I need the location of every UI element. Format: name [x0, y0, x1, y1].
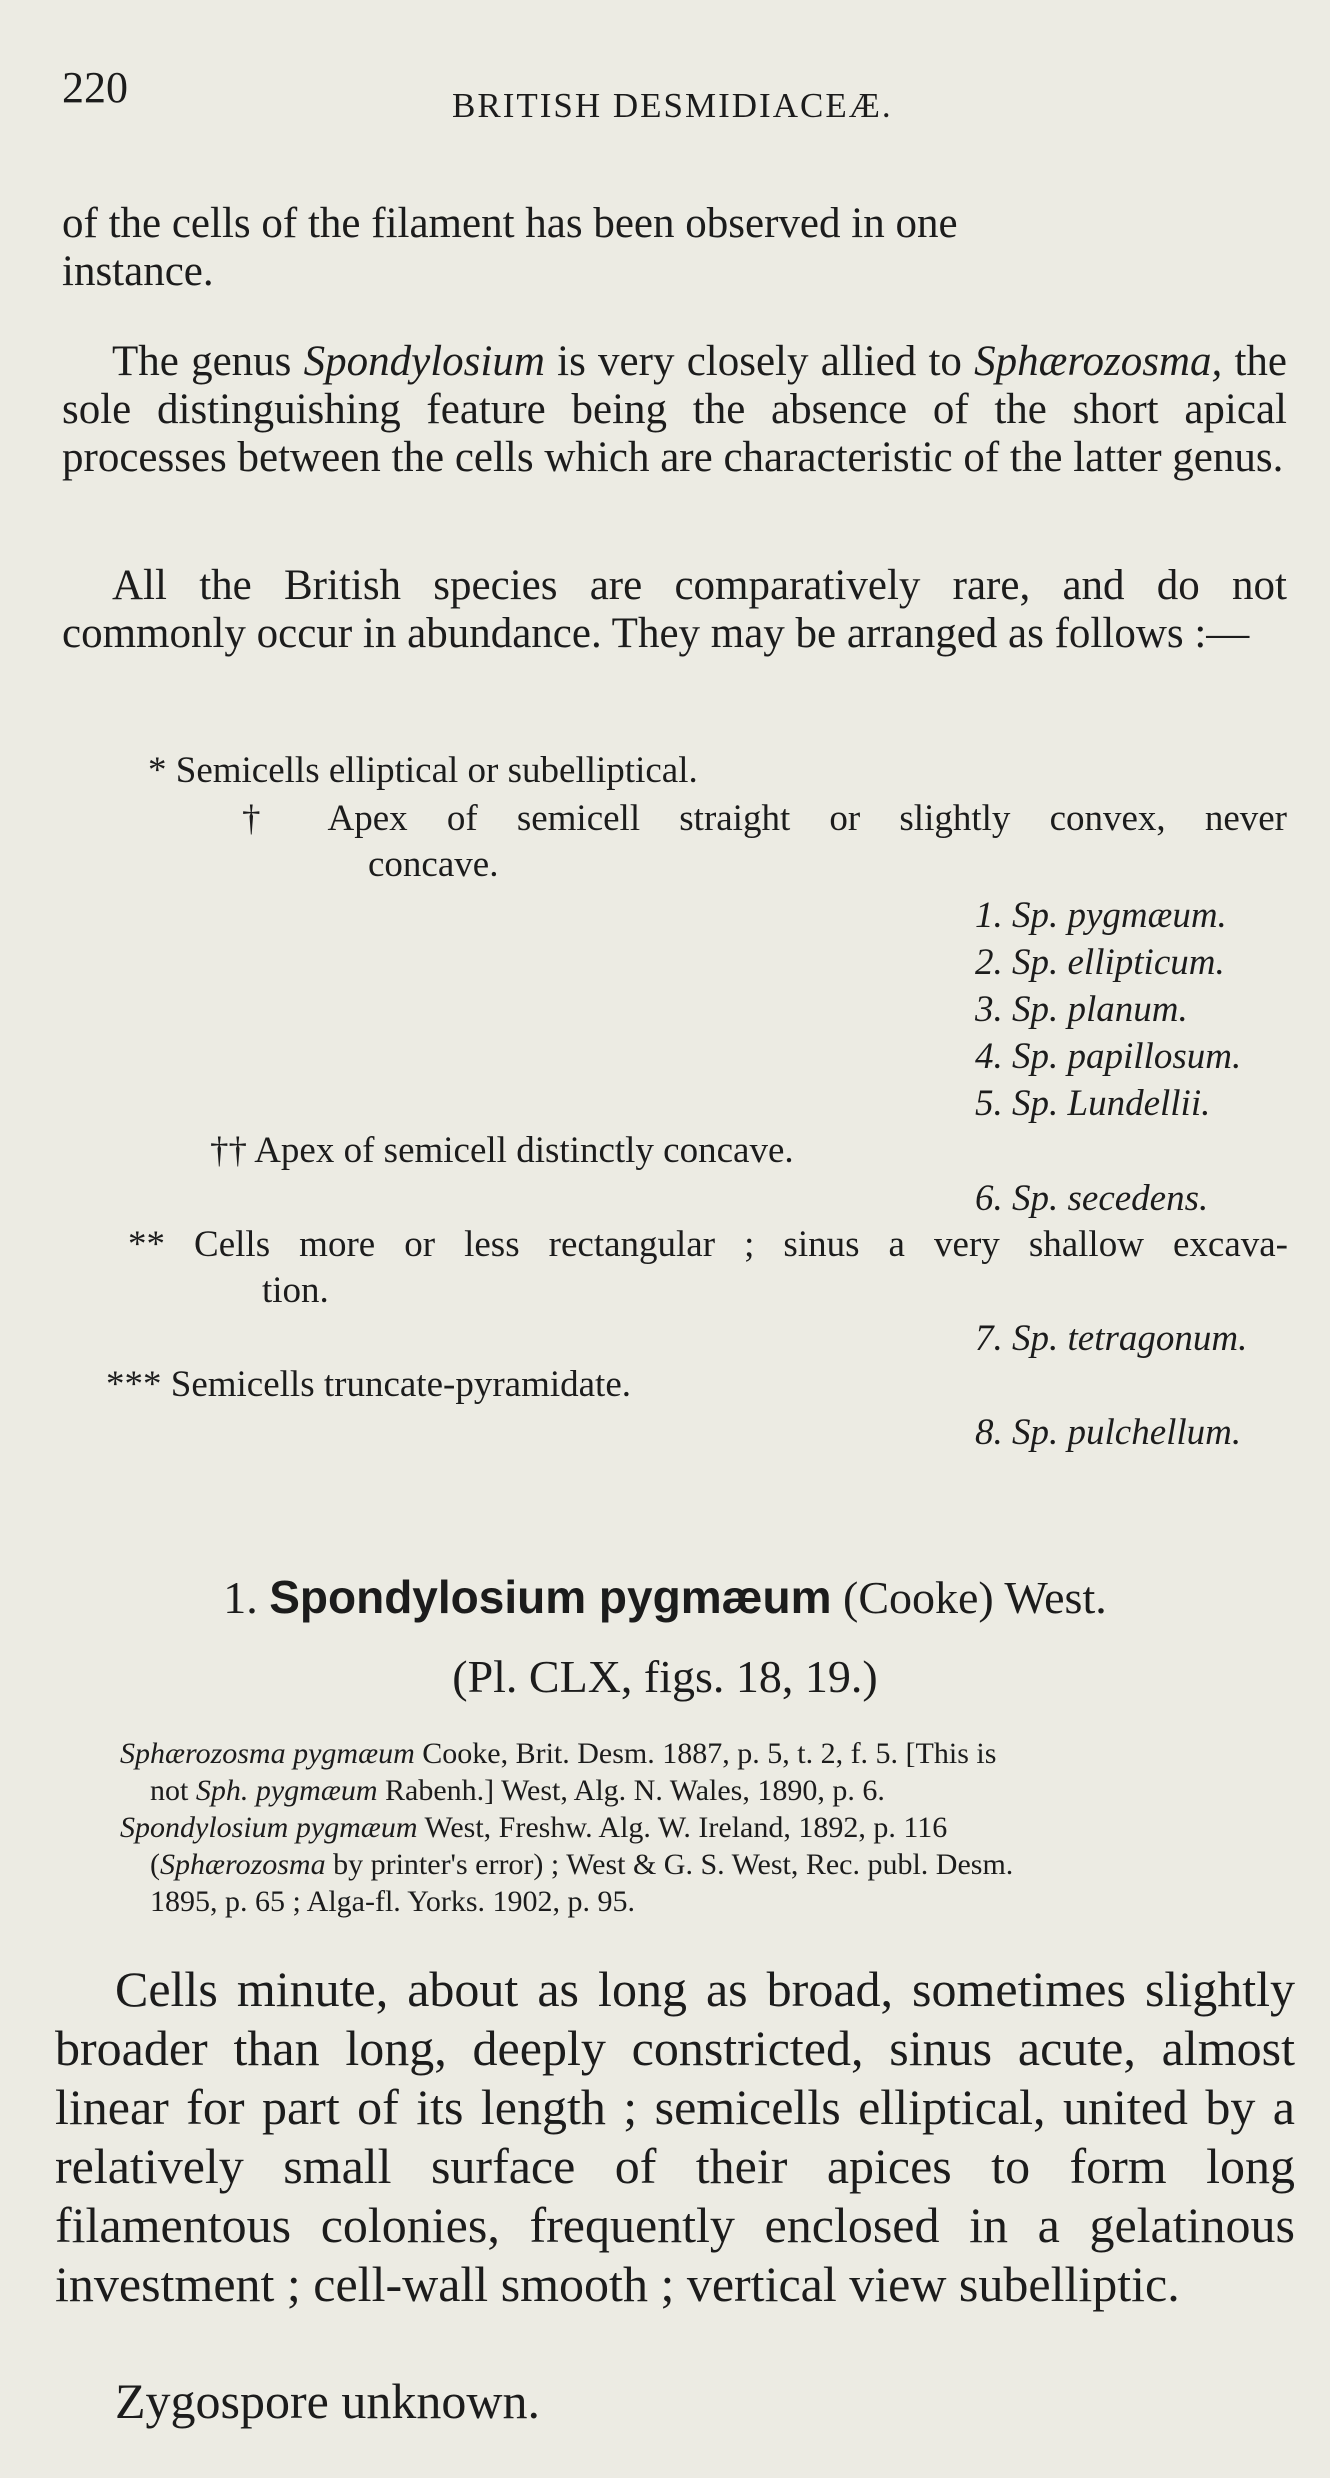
- species-heading: [0, 1570, 1330, 1624]
- species-number: 1.: [223, 1572, 258, 1623]
- intro-continuation: [62, 200, 1287, 296]
- synonym-3: Spondylosium pygmæum: [120, 1811, 418, 1844]
- intro-line-2: instance.: [62, 248, 214, 295]
- key-species-7: [975, 1316, 1247, 1362]
- key-species-2: [975, 940, 1225, 986]
- synonymy-line-2-b: Rabenh.] West, Alg. N. Wales, 1890, p. 6.: [377, 1774, 885, 1807]
- key-species-5-label: 5. Sp. Lundellii.: [975, 1083, 1211, 1124]
- key-lead-3: *** Semicells truncate-pyramidate.: [106, 1364, 632, 1405]
- key-species-1-label: 1. Sp. pygmæum.: [975, 895, 1227, 936]
- key-species-6-label: 6. Sp. secedens.: [975, 1178, 1209, 1219]
- key-lead-2-line-2: tion.: [262, 1270, 329, 1311]
- genus-name: Spondylosium: [303, 338, 545, 385]
- synonymy-line-4-b: by printer's error) ; West & G. S. West, Rec. publ. Desm.: [325, 1848, 1014, 1881]
- key-lead-1: * Semicells elliptical or subelliptical.: [148, 750, 698, 791]
- key-species-5: [975, 1081, 1210, 1127]
- key-lead-1b: †† Apex of semicell distinctly concave.: [210, 1130, 794, 1171]
- zygospore-note: Zygospore unknown.: [115, 2373, 540, 2429]
- allied-genus-name: Sphærozosma,: [974, 338, 1223, 385]
- synonym-1: Sphærozosma pygmæum: [120, 1737, 415, 1770]
- synonymy-line-1-text: Cooke, Brit. Desm. 1887, p. 5, t. 2, f. 5. [This is: [414, 1737, 997, 1770]
- paragraph-genus: [62, 338, 1287, 482]
- synonymy-line-4: [150, 1846, 1290, 1884]
- key-species-3: [975, 987, 1188, 1033]
- para2-text-c: the sole distinguishing feature being the absence of the short apical processes between the cells which are characteristic of the latter genus.: [62, 338, 1287, 481]
- synonymy-line-4-a: (: [150, 1848, 160, 1881]
- synonymy-line-2: [150, 1772, 1320, 1810]
- key-species-7-label: 7. Sp. tetragonum.: [975, 1318, 1248, 1359]
- key-species-1: [975, 893, 1227, 939]
- key-lead-2-line-1: ** Cells more or less rectangular ; sinus a very shallow excava-: [128, 1224, 1288, 1265]
- synonym-4: Sphærozosma: [160, 1848, 326, 1881]
- synonymy-line-5: 1895, p. 65 ; Alga-fl. Yorks. 1902, p. 95.: [150, 1885, 636, 1918]
- key-species-8: [975, 1410, 1241, 1456]
- key-species-3-label: 3. Sp. planum.: [975, 989, 1188, 1030]
- key-lead-1a-line-2: concave.: [368, 844, 499, 885]
- para2-text-b: is very closely allied to: [544, 338, 975, 385]
- paragraph-arrangement: [62, 562, 1287, 658]
- synonymy-line-3-text: West, Freshw. Alg. W. Ireland, 1892, p. 116: [417, 1811, 948, 1844]
- key-lead-1a-line-1: † Apex of semicell straight or slightly convex, never: [242, 798, 1287, 839]
- page-header: [62, 62, 1290, 142]
- synonym-2: Sph. pygmæum: [195, 1774, 378, 1807]
- synonymy-line-3: [120, 1809, 1290, 1847]
- species-description: Cells minute, about as long as broad, sometimes slightly broader than long, deeply constricted, sinus acute, almost linear for part of its length ; semicells elliptical, united by a relatively small surface of their apices to form long filamentous colonies, frequently enclosed in a gelatinous investment ; cell-wall smooth ; vertical view subelliptic.: [55, 1961, 1295, 2312]
- synonymy-line-2-a: not: [150, 1774, 196, 1807]
- key-species-2-label: 2. Sp. ellipticum.: [975, 942, 1225, 983]
- species-authority: (Cooke) West.: [843, 1572, 1107, 1623]
- intro-line-1: of the cells of the filament has been observed in one: [62, 200, 958, 247]
- species-name: Spondylosium pygmæum: [269, 1571, 832, 1623]
- key-species-4-label: 4. Sp. papillosum.: [975, 1036, 1242, 1077]
- running-title: BRITISH DESMIDIACEÆ.: [452, 86, 893, 125]
- key-species-4: [975, 1034, 1241, 1080]
- para2-text-a: The genus: [112, 338, 304, 385]
- para3-text: All the British species are comparatively rare, and do not commonly occur in abundance. They may be arranged as follows :—: [62, 562, 1287, 657]
- synonymy-line-1: [120, 1735, 1290, 1773]
- key-species-8-label: 8. Sp. pulchellum.: [975, 1412, 1242, 1453]
- key-species-6: [975, 1176, 1208, 1222]
- plate-reference: (Pl. CLX, figs. 18, 19.): [452, 1651, 878, 1702]
- page-number: 220: [62, 63, 128, 112]
